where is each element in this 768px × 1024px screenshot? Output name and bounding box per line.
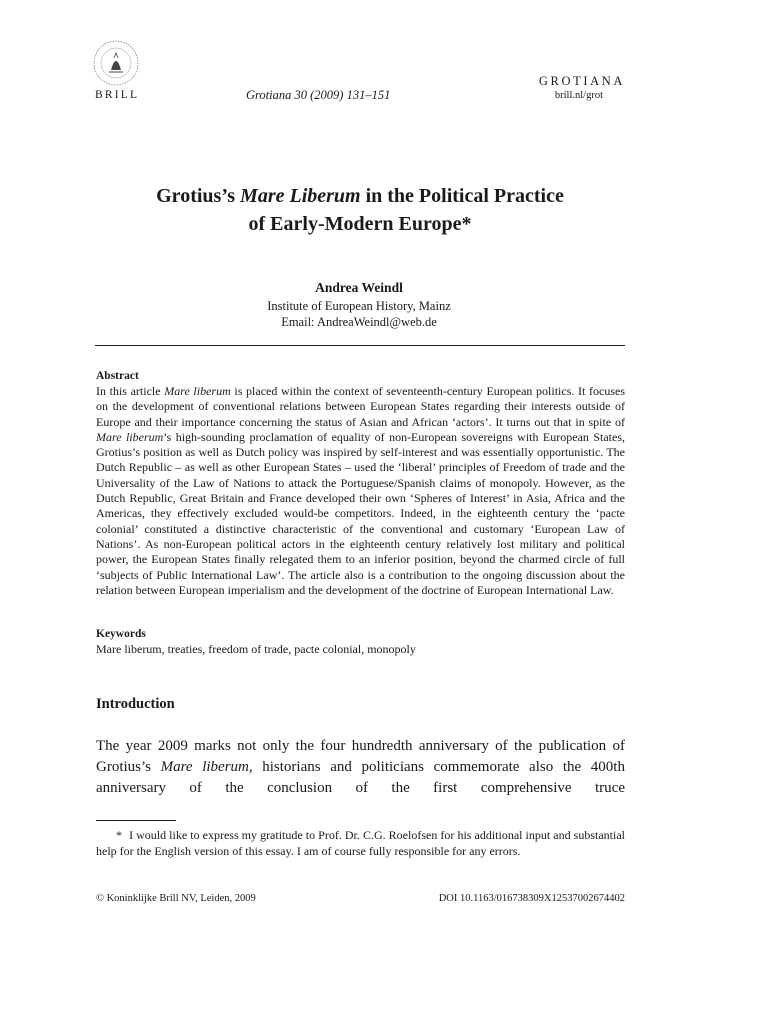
intro-text-1: The year 2009 marks not only the four hundredth anniversary of the publication of Grotius’s <box>96 738 625 775</box>
title-footnote-marker[interactable]: * <box>461 213 472 235</box>
title-italic: Mare Liberum <box>240 185 361 207</box>
abstract-text-1: In this article <box>96 384 165 398</box>
abstract-italic-1: Mare liberum <box>164 384 231 398</box>
affiliation-text: Institute of European History, Mainz <box>267 299 451 313</box>
journal-url-link[interactable]: brill.nl/grot <box>554 90 603 101</box>
journal-name: GROTIANA <box>538 74 625 88</box>
abstract-heading: Abstract <box>96 370 139 382</box>
brill-logo-seal <box>91 38 141 88</box>
title-part3: in the Political Practice <box>360 185 564 207</box>
introduction-body <box>96 736 625 799</box>
abstract-body <box>96 384 625 598</box>
title-part1: Grotius’s <box>156 185 241 207</box>
footnote-text: I would like to express my gratitude to Prof. Dr. C.G. Roelofsen for his additional input and substantial help for the English version of this essay. I am of course fully responsible for any errors. <box>96 828 625 858</box>
title-divider <box>95 345 625 346</box>
doi-link[interactable]: DOI 10.1163/016738309X12537002674402 <box>438 893 625 904</box>
author-name: Andrea Weindl <box>315 280 403 295</box>
footnote-marker: * <box>116 828 122 842</box>
abstract-italic-2: Mare liberum <box>96 429 164 444</box>
footnote <box>96 827 625 859</box>
footnote-divider <box>96 820 176 821</box>
keywords-heading: Keywords <box>96 628 146 640</box>
abstract-text-3: ’s high-sounding proclamation of equality of non-European sovereigns with European States, Grotius’s position as well as Dutch policy was inspired by self-interest and was essentially opportunistic. The Dutch Republic – as well as other European States – used the ‘liberal’ principles of Freedom of trade and the Universality of the Law of Nations to attack the Portuguese/Spanish claims of monopoly. However, as the Dutch Republic, Great Britain and France developed their own ‘Spheres of Interest’ in Asia, Africa and the Americas, they effectively excluded would-be competitors. Indeed, in the eighteenth century the ‘pacte colonial’ constituted a distinctive characteristic of the conventional and customary ‘European Law of Nations’. As non-European political actors in the eighteenth century relatively lost military and political power, the European States finally relegated them to an inferior position, beyond the charmed circle of full ‘subjects of Public International Law’. The article also is a contribution to the ongoing discussion about the relation between European imperialism and the development of the doctrine of European International Law. <box>96 429 625 597</box>
copyright-notice: © Koninklijke Brill NV, Leiden, 2009 <box>96 893 256 904</box>
author-email[interactable]: Email: AndreaWeindl@web.de <box>281 315 437 329</box>
intro-text-2: , historians and politicians commemorate also the 400th anniversary of the conclusion of the first comprehensive truce <box>96 759 625 796</box>
article-title <box>0 182 720 238</box>
publisher-name: BRILL <box>95 89 140 101</box>
journal-reference: Grotiana 30 (2009) 131–151 <box>246 88 391 102</box>
keywords-list: Mare liberum, treaties, freedom of trade, pacte colonial, monopoly <box>96 642 416 656</box>
author-affiliation <box>0 298 718 330</box>
abstract-text-2: is placed within the context of seventeenth-century European politics. It focuses on the development of conventional relations between European States regarding their interests outside of Europe and their importance concerning the status of Asian and African ‘actors’. It turns out that in spite of <box>96 384 625 429</box>
introduction-heading: Introduction <box>96 696 175 712</box>
intro-italic: Mare liberum <box>160 759 249 775</box>
title-line2: of Early-Modern Europe <box>248 213 462 235</box>
